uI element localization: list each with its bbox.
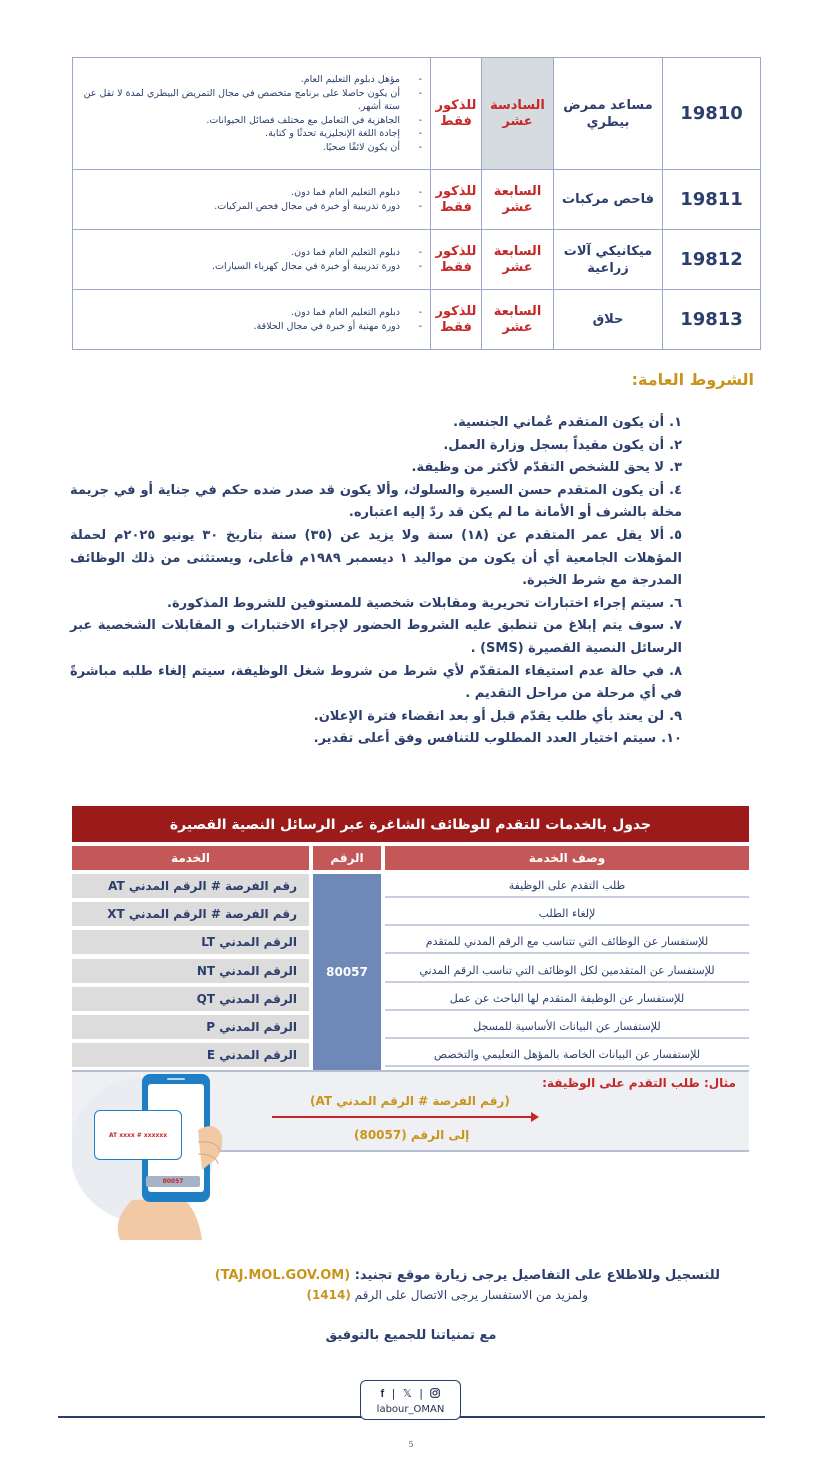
condition-item — [70, 728, 682, 751]
job-gender: للذكور فقط — [431, 290, 482, 350]
job-code: 19810 — [663, 58, 761, 170]
header-description: وصف الخدمة — [385, 846, 749, 870]
job-requirements — [73, 170, 431, 230]
condition-item — [70, 457, 682, 480]
example-code: (رقم الفرصة # الرقم المدني AT) — [310, 1094, 510, 1108]
condition-text: أن يكون المتقدم عُماني الجنسية. — [453, 415, 665, 430]
sms-service-cell: الرقم المدني LT — [72, 930, 309, 954]
condition-text: سوف يتم إبلاغ من تنطبق عليه الشروط الحضور لإجراء الاختبارات و المقابلات الشخصية عبر الرسائل النصية القصيرة (SMS) . — [70, 618, 682, 656]
social-handle[interactable]: labour_OMAN — [376, 1404, 445, 1415]
footer-divider-right — [459, 1416, 765, 1418]
job-grade: السابعة عشر — [482, 290, 554, 350]
condition-item — [70, 615, 682, 660]
requirements-list — [77, 246, 422, 273]
condition-text: أن يكون مقيداً بسجل وزارة العمل. — [443, 437, 665, 453]
registration-line — [70, 1268, 720, 1283]
general-conditions-list — [70, 412, 682, 751]
job-gender: للذكور فقط — [431, 170, 482, 230]
sms-service-cell: رقم الفرصة # الرقم المدني XT — [72, 902, 309, 926]
arrow-right-icon — [272, 1116, 537, 1118]
condition-number: ٦. — [669, 595, 682, 611]
social-badge — [360, 1380, 461, 1420]
sms-description-cell: للإستفسار عن الوظائف التي تتناسب مع الرقم المدني للمتقدم — [385, 930, 749, 954]
header-service: الخدمة — [72, 846, 309, 870]
job-row — [73, 290, 761, 350]
job-requirements — [73, 290, 431, 350]
condition-number: ٧. — [669, 618, 682, 634]
sms-description-cell: لإلغاء الطلب — [385, 902, 749, 926]
condition-item — [70, 593, 682, 616]
condition-item — [70, 412, 682, 435]
sms-description-cell: للإستفسار عن الوظيفة المتقدم لها الباحث عن عمل — [385, 987, 749, 1011]
requirement-item: - دورة تدريبية أو خبرة في مجال فحص المركبات. — [77, 200, 422, 214]
condition-number: ٢. — [669, 437, 682, 453]
requirement-item: - دبلوم التعليم العام فما دون. — [77, 246, 422, 260]
phone-illustration — [72, 1070, 240, 1240]
condition-number: ٥. — [669, 527, 683, 543]
x-icon[interactable]: 𝕏 — [402, 1388, 412, 1400]
requirements-list — [77, 186, 422, 213]
condition-text: لا يحق للشخص التقدّم لأكثر من وظيفة. — [411, 460, 665, 476]
condition-item — [70, 525, 682, 593]
sms-description-cell: للإستفسار عن البيانات الخاصة بالمؤهل التعليمي والتخصص — [385, 1043, 749, 1067]
job-code: 19812 — [663, 230, 761, 290]
social-icons: f | 𝕏 | — [361, 1387, 460, 1400]
requirements-list — [77, 73, 422, 154]
closing-wishes: مع تمنياتنا للجميع بالتوفيق — [325, 1328, 497, 1343]
sms-service-cell: الرقم المدني E — [72, 1043, 309, 1067]
condition-number: ٣. — [669, 460, 682, 476]
sms-description-cell: للإستفسار عن المتقدمين لكل الوظائف التي تناسب الرقم المدني — [385, 959, 749, 983]
job-gender: للذكور فقط — [431, 230, 482, 290]
condition-number: ٤. — [669, 482, 682, 498]
requirements-list — [77, 306, 422, 333]
condition-text: في حالة عدم استيفاء المتقدّم لأي شرط من شروط شغل الوظيفة، سيتم إلغاء طلبه مباشرةً في أي مرحلة من مراحل التقديم . — [70, 663, 682, 702]
job-requirements — [73, 58, 431, 170]
condition-text: لن يعتد بأي طلب يقدّم قبل أو بعد انقضاء فترة الإعلان. — [313, 708, 665, 724]
phone-number-field — [146, 1176, 200, 1187]
job-gender: للذكور فقط — [431, 58, 482, 170]
page-number: 5 — [408, 1440, 414, 1449]
condition-number: ٩. — [669, 708, 682, 724]
condition-text: سيتم اختيار العدد المطلوب للتنافس وفق أعلى تقدير. — [313, 731, 657, 747]
condition-item — [70, 661, 682, 706]
job-grade: السابعة عشر — [482, 170, 554, 230]
info-text: ولمزيد من الاستفسار يرجى الاتصال على الرقم — [354, 1288, 588, 1302]
condition-text: أن يكون المتقدم حسن السيرة والسلوك، وألا يكون قد صدر ضده حكم في جناية أو في جريمة مخلة بالشرف أو الأمانة ما لم يكن قد ردّ إليه اعتباره. — [70, 482, 682, 521]
condition-item — [70, 435, 682, 458]
registration-text: للتسجيل وللاطلاع على التفاصيل يرجى زيارة موقع تجنيد: — [354, 1268, 720, 1283]
website-link[interactable]: (TAJ.MOL.GOV.OM) — [214, 1268, 351, 1283]
job-row — [73, 58, 761, 170]
job-code: 19813 — [663, 290, 761, 350]
phone-number: (1414) — [306, 1288, 351, 1302]
job-grade: السادسة عشر — [482, 58, 554, 170]
requirement-item: - أن يكون حاصلا على برنامج متخصص في مجال التمريض البيطري لمدة لا تقل عن ستة أشهر. — [77, 87, 422, 114]
sms-service-cell: الرقم المدني NT — [72, 959, 309, 983]
instagram-icon[interactable] — [430, 1387, 440, 1400]
general-conditions-title: الشروط العامة: — [631, 370, 754, 389]
header-number: الرقم — [313, 846, 381, 870]
job-title: ميكانيكي آلات زراعية — [554, 230, 663, 290]
requirement-item: - دبلوم التعليم العام فما دون. — [77, 306, 422, 320]
condition-text: ألا يقل عمر المتقدم عن (١٨) سنة ولا يزيد عن (٣٥) سنة بتاريخ ٣٠ يونيو ٢٠٢٥م لحملة المؤهلات الجامعية أي أن يكون من مواليد ١ ديسمبر ١٩٨٩م فأعلى، ويستثنى من ذلك الوظائف المدرجة مع شرط الخبرة. — [70, 527, 682, 589]
job-code: 19811 — [663, 170, 761, 230]
example-label: مثال: طلب التقدم على الوظيفة: — [542, 1076, 736, 1090]
footer-divider-left — [58, 1416, 362, 1418]
job-title: حلاق — [554, 290, 663, 350]
job-title: فاحص مركبات — [554, 170, 663, 230]
job-title: مساعد ممرض بيطري — [554, 58, 663, 170]
condition-text: سيتم إجراء اختبارات تحريرية ومقابلات شخصية للمستوفين للشروط المذكورة. — [167, 595, 665, 611]
info-line — [70, 1288, 588, 1302]
job-grade: السابعة عشر — [482, 230, 554, 290]
jobs-table — [72, 57, 761, 350]
requirement-item: - إجادة اللغة الإنجليزية تحدثًا و كتابة. — [77, 127, 422, 141]
condition-number: ١٠. — [661, 731, 682, 747]
sms-service-cell: الرقم المدني QT — [72, 987, 309, 1011]
example-to-number: إلى الرقم (80057) — [354, 1128, 470, 1142]
sms-description-cell: للإستفسار عن البيانات الأساسية للمسجل — [385, 1015, 749, 1039]
job-row — [73, 230, 761, 290]
message-bubble — [94, 1110, 182, 1160]
requirement-item: - مؤهل دبلوم التعليم العام. — [77, 73, 422, 87]
job-row — [73, 170, 761, 230]
sms-number-cell: 80057 — [313, 874, 381, 1070]
requirement-item: - أن يكون لائقًا صحيًا. — [77, 141, 422, 155]
sms-service-cell: رقم الفرصة # الرقم المدني AT — [72, 874, 309, 898]
condition-number: ١. — [669, 415, 682, 430]
requirement-item: - دورة مهنية أو خبرة في مجال الحلاقة. — [77, 320, 422, 334]
condition-item — [70, 480, 682, 525]
sms-service-cell: الرقم المدني P — [72, 1015, 309, 1039]
requirement-item: - الجاهزية في التعامل مع مختلف فصائل الحيوانات. — [77, 114, 422, 128]
condition-item — [70, 706, 682, 729]
message-text: AT xxxx # xxxxxx — [108, 1132, 168, 1139]
job-requirements — [73, 230, 431, 290]
requirement-item: - دبلوم التعليم العام فما دون. — [77, 186, 422, 200]
condition-number: ٨. — [669, 663, 682, 679]
sms-description-cell: طلب التقدم على الوظيفة — [385, 874, 749, 898]
facebook-icon[interactable]: f — [380, 1388, 385, 1400]
requirement-item: - دورة تدريبية أو خبرة في مجال كهرباء السيارات. — [77, 260, 422, 274]
sms-table-title: جدول بالخدمات للتقدم للوظائف الشاغرة عبر الرسائل النصية القصيرة — [72, 806, 749, 842]
phone-number-text: 80057 — [162, 1178, 184, 1185]
